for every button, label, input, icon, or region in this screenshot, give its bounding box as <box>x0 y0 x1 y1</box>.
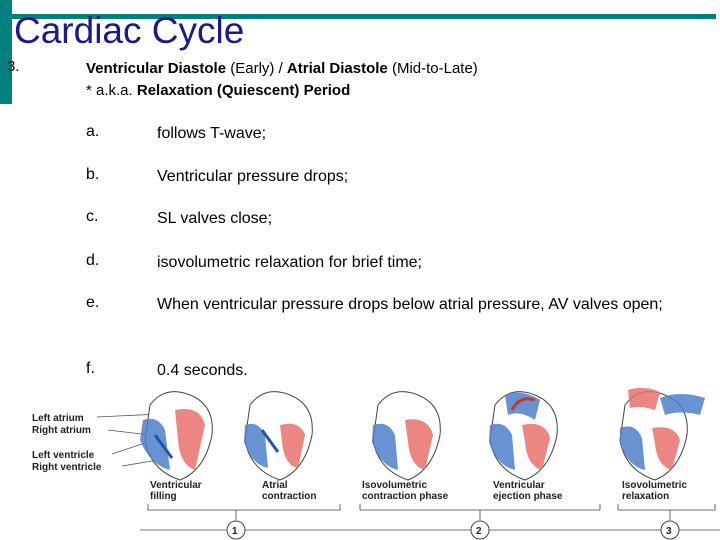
item-text: SL valves close; <box>157 210 273 227</box>
heading-line-2: * a.k.a. Relaxation (Quiescent) Period <box>86 82 351 99</box>
item-letter: b. <box>86 166 100 183</box>
item-letter: a. <box>86 123 100 140</box>
stage-5-line-1: Isovolumetric <box>622 480 688 491</box>
label-left-atrium: Left atrium <box>32 413 84 424</box>
stage-2-line-1: Atrial <box>262 480 288 491</box>
heart-ventricular-ejection <box>489 392 557 480</box>
item-text: isovolumetric relaxation for brief time; <box>157 254 422 271</box>
item-letter: d. <box>86 252 100 269</box>
item-text: Ventricular pressure drops; <box>157 168 349 185</box>
heading-line-1: Ventricular Diastole (Early) / Atrial Diastole (Mid-to-Late) <box>86 60 478 77</box>
stage-4-line-2: ejection phase <box>493 491 563 502</box>
label-right-ventricle: Right ventricle <box>32 462 102 473</box>
phase-1-number: 1 <box>232 526 238 537</box>
heart-atrial-contraction <box>244 392 312 480</box>
stage-3-line-2: contraction phase <box>362 491 449 502</box>
section-heading <box>86 58 478 102</box>
stage-1-line-1: Ventricular <box>150 480 202 491</box>
heart-isovolumetric-contraction <box>372 392 440 480</box>
phase-3-number: 3 <box>666 526 672 537</box>
heart-isovolumetric-relaxation <box>620 388 705 480</box>
section-number: 3. <box>7 58 20 75</box>
phase-2-number: 2 <box>476 526 482 537</box>
stage-4-line-1: Ventricular <box>493 480 545 491</box>
item-letter: c. <box>86 208 99 225</box>
item-letter: e. <box>86 294 100 311</box>
stage-5-line-2: relaxation <box>622 491 670 502</box>
label-right-atrium: Right atrium <box>32 425 91 436</box>
item-text: follows T-wave; <box>157 125 267 142</box>
stage-1-line-2: filling <box>150 491 177 502</box>
stage-2-line-2: contraction <box>262 491 317 502</box>
item-text: When ventricular pressure drops below atrial pressure, AV valves open; <box>157 296 663 313</box>
item-text: 0.4 seconds. <box>157 362 248 379</box>
heart-ventricular-filling <box>140 392 212 480</box>
cardiac-cycle-diagram <box>0 380 720 540</box>
slide-title: Cardiac Cycle <box>14 10 245 51</box>
label-left-ventricle: Left ventricle <box>32 450 95 461</box>
item-letter: f. <box>86 360 95 377</box>
stage-3-line-1: Isovolumetric <box>362 480 428 491</box>
